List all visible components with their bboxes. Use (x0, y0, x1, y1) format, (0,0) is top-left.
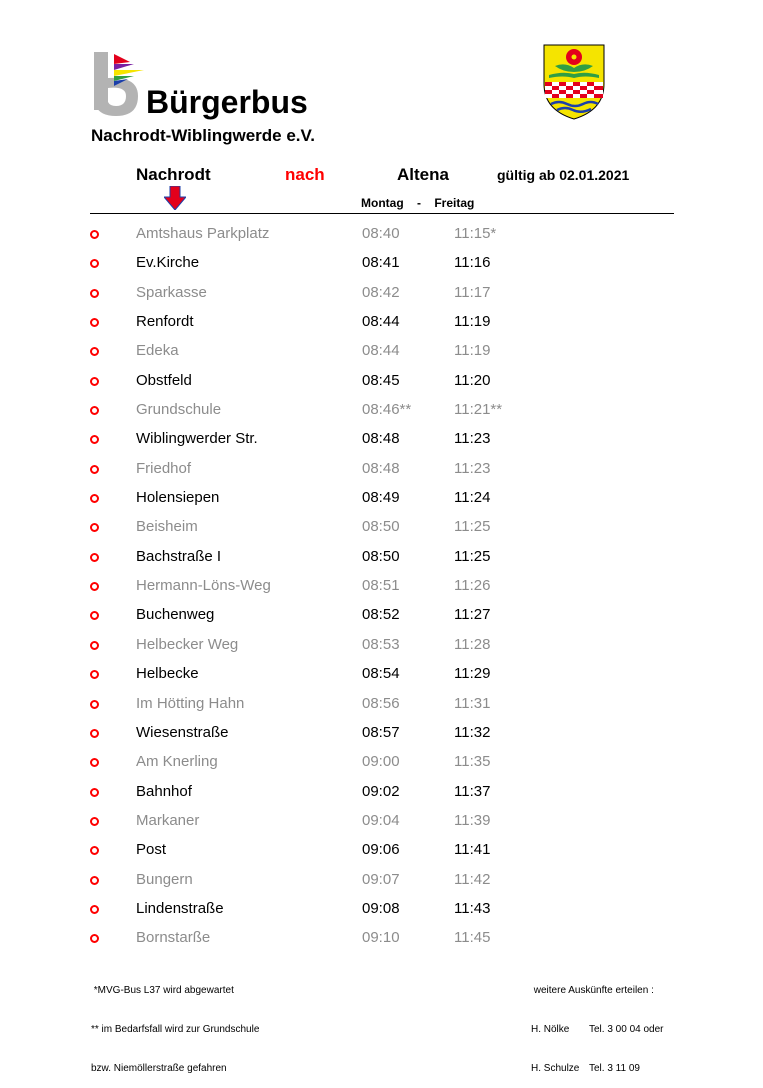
departure-time-2: 11:27 (454, 606, 491, 624)
stop-name: Ev.Kirche (136, 254, 200, 272)
departure-time-1: 08:54 (362, 665, 400, 683)
departure-time-2: 11:26 (454, 577, 491, 595)
stop-name: Am Knerling (136, 753, 218, 771)
route-destination: Altena (397, 165, 449, 184)
stop-bullet-icon (90, 700, 99, 709)
stop-bullet-icon (90, 670, 99, 679)
departure-time-1: 08:57 (362, 723, 400, 741)
departure-time-2: 11:19 (454, 342, 491, 360)
departure-time-1: 08:49 (362, 489, 400, 507)
service-days (361, 196, 474, 210)
departure-time-2: 11:32 (454, 723, 491, 741)
departure-time-2: 11:28 (454, 635, 491, 653)
stop-row (0, 894, 763, 923)
route-direction-word: nach (285, 165, 325, 184)
stop-row (0, 454, 763, 483)
stop-name: Helbecke (136, 665, 199, 683)
footnote-mvg: *MVG-Bus L37 wird abgewartet (91, 985, 234, 996)
departure-time-1: 08:44 (362, 342, 400, 360)
stop-row (0, 806, 763, 835)
departure-time-1: 08:48 (362, 430, 400, 448)
stop-bullet-icon (90, 817, 99, 826)
departure-time-2: 11:23 (454, 459, 491, 477)
departure-time-1: 08:41 (362, 254, 400, 272)
stop-name: Holensiepen (136, 489, 220, 507)
stop-name: Friedhof (136, 459, 192, 477)
days-start: Montag (361, 196, 404, 210)
timetable (0, 219, 763, 953)
stop-bullet-icon (90, 758, 99, 767)
departure-time-1: 08:56 (362, 694, 400, 712)
stop-row (0, 835, 763, 864)
contact-phone: Tel. 3 00 04 oder (589, 1024, 664, 1035)
contact-heading: weitere Auskünfte erteilen : (531, 985, 654, 996)
departure-time-1: 08:48 (362, 459, 400, 477)
stop-name: Buchenweg (136, 606, 215, 624)
departure-time-1: 09:06 (362, 841, 400, 859)
stop-row (0, 336, 763, 365)
stop-bullet-icon (90, 289, 99, 298)
stop-row (0, 689, 763, 718)
contact-row (531, 1062, 664, 1075)
departure-time-2: 11:39 (454, 811, 491, 829)
contact-name: H. Nölke (531, 1024, 570, 1035)
stop-bullet-icon (90, 406, 99, 415)
stop-name: Sparkasse (136, 283, 207, 301)
coat-of-arms-icon (543, 44, 605, 120)
contact-name: H. Schulze (531, 1063, 580, 1074)
days-separator: - (417, 196, 421, 210)
departure-time-2: 11:45 (454, 929, 491, 947)
stop-row (0, 542, 763, 571)
stop-name: Bahnhof (136, 782, 192, 800)
departure-time-1: 09:02 (362, 782, 400, 800)
stop-bullet-icon (90, 494, 99, 503)
stop-name: Lindenstraße (136, 899, 224, 917)
stop-bullet-icon (90, 582, 99, 591)
departure-time-2: 11:29 (454, 665, 491, 683)
departure-time-2: 11:31 (454, 694, 491, 712)
stop-bullet-icon (90, 846, 99, 855)
departure-time-2: 11:37 (454, 782, 491, 800)
stop-row (0, 483, 763, 512)
brand-title: Bürgerbus (146, 84, 308, 120)
stop-bullet-icon (90, 553, 99, 562)
stop-bullet-icon (90, 876, 99, 885)
departure-time-1: 08:42 (362, 283, 400, 301)
departure-time-2: 11:16 (454, 254, 491, 272)
stop-bullet-icon (90, 611, 99, 620)
departure-time-1: 08:53 (362, 635, 400, 653)
stop-row (0, 571, 763, 600)
stop-name: Helbecker Weg (136, 635, 239, 653)
arrow-down-icon (164, 186, 186, 210)
stop-row (0, 307, 763, 336)
departure-time-1: 08:50 (362, 518, 400, 536)
departure-time-2: 11:23 (454, 430, 491, 448)
stop-row (0, 395, 763, 424)
contact-row (531, 1023, 664, 1036)
departure-time-2: 11:24 (454, 489, 491, 507)
stop-row (0, 248, 763, 277)
stop-name: Edeka (136, 342, 179, 360)
stop-row (0, 865, 763, 894)
stop-row (0, 630, 763, 659)
stop-name: Post (136, 841, 167, 859)
stop-row (0, 512, 763, 541)
departure-time-1: 08:51 (362, 577, 400, 595)
stop-name: Wiblingwerder Str. (136, 430, 258, 448)
departure-time-1: 08:45 (362, 371, 400, 389)
departure-time-2: 11:25 (454, 547, 491, 565)
contact-info (531, 958, 664, 1088)
departure-time-1: 08:46** (362, 401, 412, 419)
stop-row (0, 718, 763, 747)
stop-name: Obstfeld (136, 371, 192, 389)
departure-time-2: 11:42 (454, 870, 491, 888)
stop-bullet-icon (90, 259, 99, 268)
stop-name: Renfordt (136, 313, 194, 331)
departure-time-1: 09:08 (362, 899, 400, 917)
departure-time-2: 11:15* (454, 225, 497, 242)
departure-time-2: 11:19 (454, 313, 491, 331)
departure-time-2: 11:41 (454, 841, 491, 859)
departure-time-1: 09:00 (362, 753, 400, 771)
stop-name: Bungern (136, 870, 193, 888)
departure-time-1: 08:50 (362, 547, 400, 565)
buergerbus-logo (94, 52, 150, 118)
stop-bullet-icon (90, 641, 99, 650)
stop-name: Im Hötting Hahn (136, 694, 245, 712)
stop-row (0, 600, 763, 629)
stop-row (0, 278, 763, 307)
stop-bullet-icon (90, 934, 99, 943)
days-end: Freitag (434, 196, 475, 210)
stop-bullet-icon (90, 729, 99, 738)
departure-time-2: 11:25 (454, 518, 491, 536)
stop-bullet-icon (90, 435, 99, 444)
association-name: Nachrodt-Wiblingwerde e.V. (91, 126, 316, 145)
stop-row (0, 777, 763, 806)
departure-time-2: 11:17 (454, 283, 491, 301)
contact-phone: Tel. 3 11 09 (589, 1063, 640, 1074)
stop-bullet-icon (90, 788, 99, 797)
stop-name: Markaner (136, 811, 200, 829)
departure-time-1: 08:44 (362, 313, 400, 331)
stop-bullet-icon (90, 905, 99, 914)
stop-bullet-icon (90, 465, 99, 474)
stop-bullet-icon (90, 230, 99, 239)
footnote-niemoeller: bzw. Niemöllerstraße gefahren (91, 1063, 227, 1074)
header-divider (90, 213, 674, 214)
stop-name: Hermann-Löns-Weg (136, 577, 271, 595)
departure-time-2: 11:20 (454, 371, 491, 389)
stop-row (0, 424, 763, 453)
stop-name: Beisheim (136, 518, 198, 536)
departure-time-2: 11:21** (454, 401, 503, 419)
stop-bullet-icon (90, 523, 99, 532)
stop-name: Amtshaus Parkplatz (136, 225, 270, 242)
stop-row (0, 659, 763, 688)
stop-name: Grundschule (136, 401, 222, 419)
stop-row (0, 366, 763, 395)
stop-name: Bachstraße I (136, 547, 222, 565)
stop-name: Bornstarße (136, 929, 211, 947)
stop-row (0, 923, 763, 952)
departure-time-2: 11:43 (454, 899, 491, 917)
stop-bullet-icon (90, 377, 99, 386)
departure-time-1: 08:52 (362, 606, 400, 624)
stop-bullet-icon (90, 318, 99, 327)
footnote-grundschule: ** im Bedarfsfall wird zur Grundschule (91, 1024, 260, 1035)
validity-date: gültig ab 02.01.2021 (497, 167, 630, 183)
departure-time-1: 09:10 (362, 929, 400, 947)
stop-row (0, 747, 763, 776)
departure-time-1: 09:07 (362, 870, 400, 888)
footnotes (91, 958, 259, 1088)
route-origin: Nachrodt (136, 165, 211, 184)
stop-name: Wiesenstraße (136, 723, 229, 741)
departure-time-1: 08:40 (362, 225, 400, 242)
stop-bullet-icon (90, 347, 99, 356)
departure-time-1: 09:04 (362, 811, 400, 829)
stop-row (0, 219, 763, 248)
departure-time-2: 11:35 (454, 753, 491, 771)
